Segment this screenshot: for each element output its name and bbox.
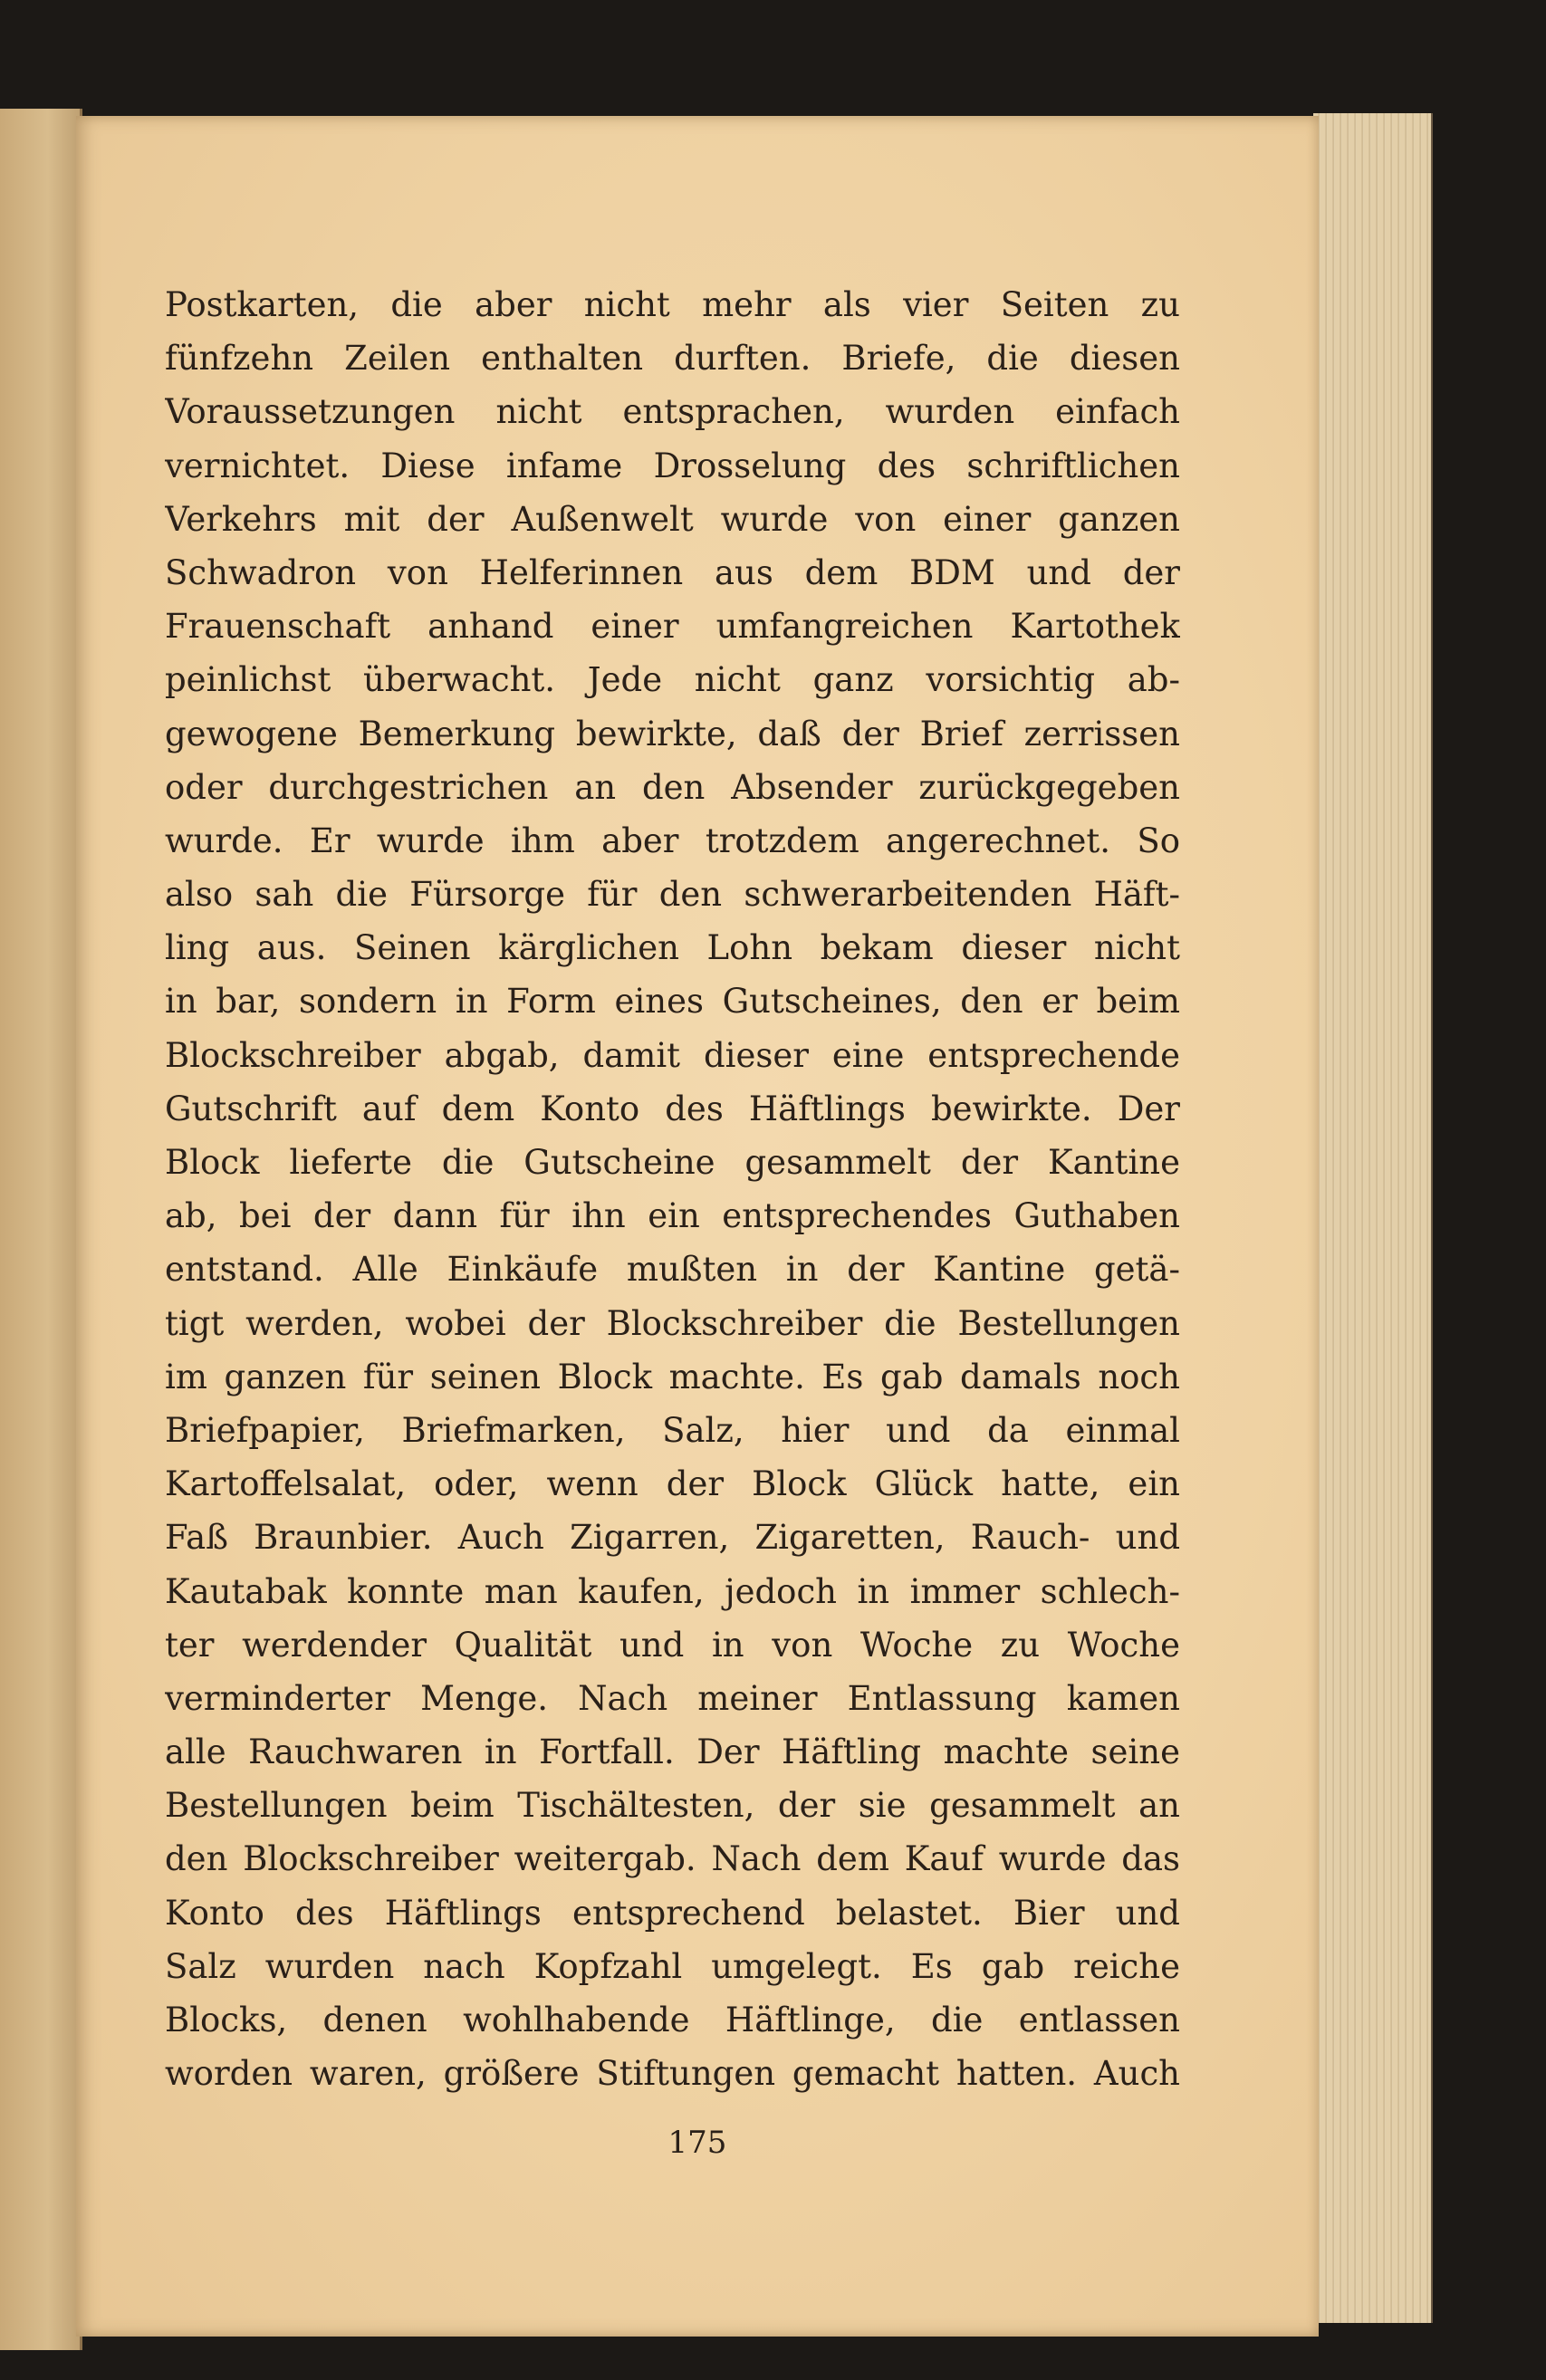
- text-line: Gutschrift auf dem Konto des Häftlings bewirkte. Der: [165, 1089, 1180, 1128]
- text-line: Block lieferte die Gutscheine gesammelt der Kantine: [165, 1143, 1180, 1182]
- text-line: Schwadron von Helferinnen aus dem BDM und der: [165, 552, 1180, 592]
- book-page: [76, 116, 1319, 2337]
- text-line: Faß Braunbier. Auch Zigarren, Zigaretten, Rauch- und: [165, 1518, 1180, 1558]
- text-line: fünfzehn Zeilen enthalten durften. Briefe, die diesen: [165, 339, 1180, 379]
- text-line: vernichtet. Diese infame Drosselung des schriftlichen: [165, 446, 1180, 485]
- body-text: [165, 278, 1180, 2100]
- text-line: oder durchgestrichen an den Absender zurückgegeben: [165, 767, 1180, 807]
- text-line: verminderter Menge. Nach meiner Entlassung kamen: [165, 1678, 1180, 1718]
- text-line: Postkarten, die aber nicht mehr als vier Seiten zu: [165, 285, 1180, 324]
- text-line: Bestellungen beim Tischältesten, der sie gesammelt an: [165, 1786, 1180, 1826]
- text-line: in bar, sondern in Form eines Gutscheines, den er beim: [165, 982, 1180, 1022]
- text-line: alle Rauchwaren in Fortfall. Der Häftling machte seine: [165, 1732, 1180, 1772]
- text-line: Blocks, denen wohlhabende Häftlinge, die entlassen: [165, 2001, 1180, 2039]
- text-line: Konto des Häftlings entsprechend belastet. Bier und: [165, 1893, 1180, 1933]
- text-line: Briefpapier, Briefmarken, Salz, hier und da einmal: [165, 1410, 1180, 1450]
- text-line: Kartoffelsalat, oder, wenn der Block Glück hatte, ein: [165, 1464, 1180, 1504]
- page-stack-edge: [1313, 113, 1433, 2323]
- text-line: worden waren, größere Stiftungen gemacht hatten. Auch: [165, 2054, 1180, 2094]
- text-line: wurde. Er wurde ihm aber trotzdem angerechnet. So: [165, 821, 1180, 860]
- text-line: Voraussetzungen nicht entsprachen, wurden einfach: [165, 392, 1180, 432]
- text-line: peinlichst überwacht. Jede nicht ganz vorsichtig ab-: [165, 660, 1180, 700]
- text-line: also sah die Fürsorge für den schwerarbeitenden Häft-: [165, 875, 1180, 915]
- text-line: Kautabak konnte man kaufen, jedoch in immer schlech-: [165, 1571, 1180, 1611]
- text-line: Blockschreiber abgab, damit dieser eine entsprechende: [165, 1035, 1180, 1075]
- page-number: 175: [667, 2125, 727, 2161]
- text-line: Verkehrs mit der Außenwelt wurde von einer ganzen: [165, 499, 1180, 539]
- text-line: ling aus. Seinen kärglichen Lohn bekam dieser nicht: [165, 928, 1180, 968]
- left-page-edge: [0, 109, 82, 2350]
- text-line: ter werdender Qualität und in von Woche zu Woche: [165, 1625, 1180, 1665]
- text-line: den Blockschreiber weitergab. Nach dem Kauf wurde das: [165, 1839, 1180, 1879]
- text-line: Frauenschaft anhand einer umfangreichen Kartothek: [165, 607, 1180, 647]
- text-line: gewogene Bemerkung bewirkte, daß der Brief zerrissen: [165, 714, 1180, 753]
- text-line: im ganzen für seinen Block machte. Es gab damals noch: [165, 1357, 1180, 1396]
- text-line: tigt werden, wobei der Blockschreiber die Bestellungen: [165, 1303, 1180, 1343]
- text-line: Salz wurden nach Kopfzahl umgelegt. Es gab reiche: [165, 1946, 1180, 1986]
- text-line: entstand. Alle Einkäufe mußten in der Kantine getä-: [165, 1250, 1180, 1290]
- text-line: ab, bei der dann für ihn ein entsprechendes Guthaben: [165, 1196, 1180, 1236]
